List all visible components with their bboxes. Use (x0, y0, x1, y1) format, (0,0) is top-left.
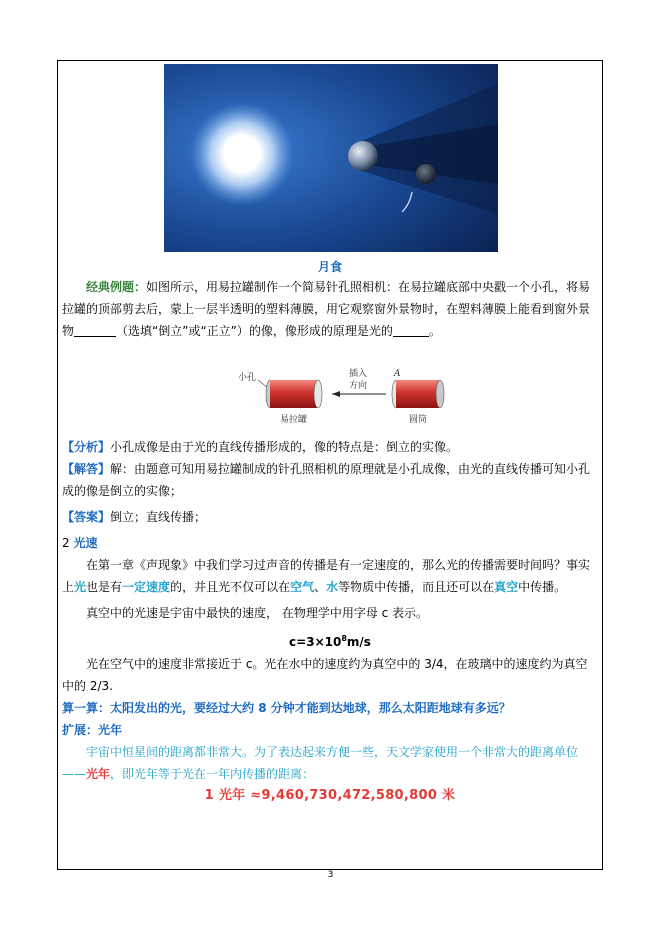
media-speed-paragraph: 光在空气中的速度非常接近于 c。光在水中的速度约为真空中的 3/4，在玻璃中的速度约为真空中的 2/3. (62, 657, 588, 693)
label-can: 易拉罐 (280, 415, 308, 425)
analysis-tag: 【分析】 (62, 440, 111, 454)
highlight-speed: 一定速度 (122, 580, 171, 594)
label-insert-1: 插入 (349, 369, 368, 379)
label-tube: 圆筒 (409, 415, 428, 425)
label-insert-2: 方向 (349, 381, 368, 391)
example-question (62, 276, 598, 342)
example-text-3: 。 (428, 324, 441, 338)
section-number: 2 (62, 536, 70, 550)
answer-line (62, 506, 598, 528)
label-a: A (394, 369, 401, 379)
figure-caption: 月食 (317, 260, 342, 274)
highlight-vacuum: 真空 (494, 580, 519, 594)
calc-tag: 算一算： (62, 701, 111, 715)
page-number: 3 (327, 870, 334, 880)
analysis-line (62, 436, 598, 458)
highlight-light: 光 (74, 580, 87, 594)
solution-line (62, 458, 598, 502)
answer-blank-1 (74, 324, 116, 337)
answer-text: 倒立；直线传播； (110, 510, 207, 524)
light-year-value: 1 光年 ≈9,460,730,472,580,800 米 (204, 788, 456, 803)
lunar-eclipse-image (164, 64, 498, 252)
example-text-1: 如图所示，用易拉罐制作一个简易针孔照相机：在易拉罐底部中央戳一个小孔，将易拉罐的顶部剪去后，蒙上一层半透明的塑料薄膜，用它观察窗外景物时，在塑料薄膜上能看到窗外景物 (62, 280, 591, 338)
section-title: 光速 (73, 536, 98, 550)
ext-tag: 扩展： (62, 723, 99, 737)
calc-text: 太阳发出的光，要经过大约 8 分钟才能到达地球，那么太阳距地球有多远？ (110, 701, 511, 715)
example-tag: 经典例题： (86, 280, 147, 294)
highlight-air: 空气 (290, 580, 315, 594)
ext-title: 光年 (98, 723, 123, 737)
label-hole: 小孔 (238, 373, 257, 383)
calc-question (62, 697, 598, 719)
example-text-2: （选填“倒立”或“正立”）的像，像形成的原理是光的 (116, 324, 393, 338)
analysis-text: 小孔成像是由于光的直线传播形成的，像的特点是：倒立的实像。 (110, 440, 459, 454)
section-heading (62, 532, 598, 554)
answer-tag: 【答案】 (62, 510, 111, 524)
solution-tag: 【解答】 (62, 462, 111, 476)
answer-blank-2 (393, 324, 429, 337)
highlight-water: 水 (326, 580, 339, 594)
light-speed-formula: $c=3\times 10^8m/s$ (289, 634, 371, 649)
highlight-light-year: 光年 (86, 767, 111, 781)
main-content (62, 436, 598, 807)
light-speed-paragraph: 在第一章《声现象》中我们学习过声音的传播是有一定速度的，那么光的传播需要时间吗？事实上光也是有一定速度的，并且光不仅可以在空气、水等物质中传播，而且还可以在真空中传播。 (62, 558, 591, 594)
solution-text: 解：由题意可知用易拉罐制成的针孔照相机的原理就是小孔成像，由光的直线传播可知小孔成的像是倒立的实像； (62, 462, 591, 498)
vacuum-speed-paragraph: 真空中的光速是宇宙中最快的速度， 在物理学中用字母 c 表示。 (86, 606, 429, 620)
extension-heading (62, 719, 598, 741)
pinhole-camera-diagram (236, 364, 458, 426)
light-year-paragraph: 宇宙中恒星间的距离都非常大。为了表达起来方便一些，天文学家使用一个非常大的距离单位——光年，即光年等于光在一年内传播的距离： (62, 745, 579, 781)
